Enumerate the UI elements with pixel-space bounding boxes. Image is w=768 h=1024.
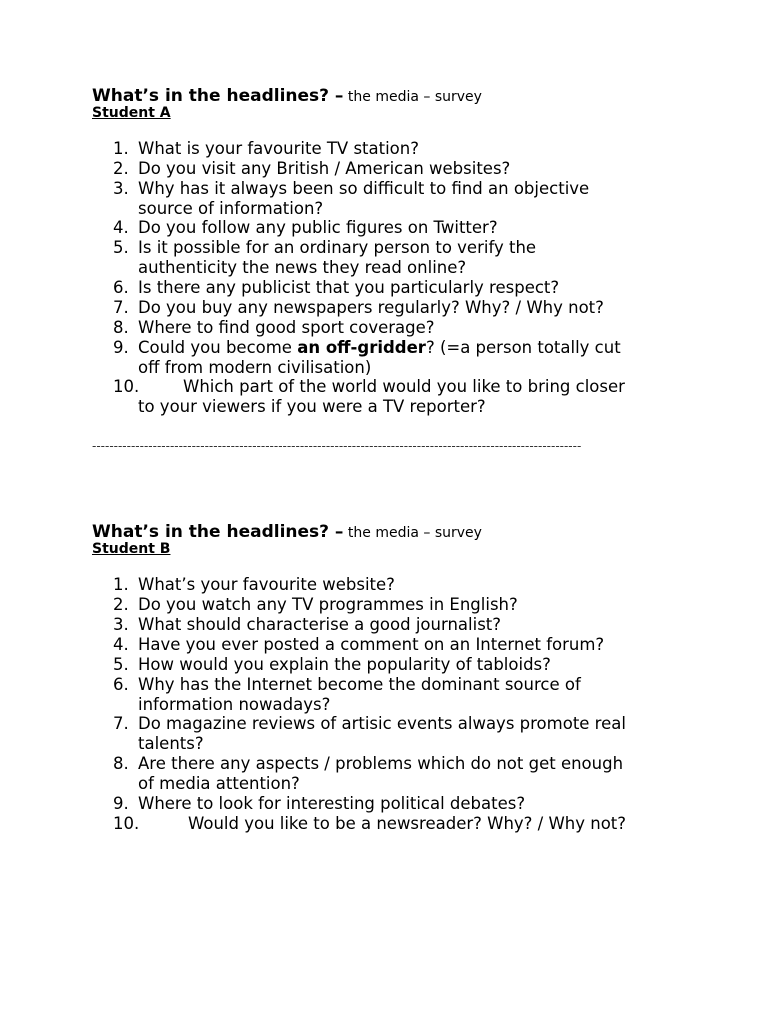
section-b-title-bold: What’s in the headlines? – [92,522,344,542]
question-text: Where to find good sport coverage? [138,318,435,337]
question-text: Have you ever posted a comment on an Internet forum? [138,635,605,654]
question-number: 5. [113,238,129,257]
section-a-question-2 [113,159,693,179]
question-number: 3. [113,179,129,198]
question-number: 8. [113,318,129,337]
section-a-question-3 [113,179,693,219]
section-a-question-9 [113,338,693,378]
section-a-student-label: Student A [92,105,171,121]
question-text: Could you become [138,338,298,357]
question-number: 3. [113,615,129,634]
section-a-question-4 [113,218,693,238]
question-text: Why has it always been so difficult to find an objective [138,179,590,198]
section-b-question-7 [113,714,693,754]
section-a-question-10 [113,377,693,417]
question-text-continued: information nowadays? [138,695,331,714]
question-text: Do you follow any public figures on Twitter? [138,218,498,237]
section-a-title [92,86,482,106]
section-a-question-8 [113,318,693,338]
section-a-question-7 [113,298,693,318]
section-a-question-6 [113,278,693,298]
question-number: 1. [113,139,129,158]
section-b-question-3 [113,615,693,635]
question-text: What’s your favourite website? [138,575,395,594]
question-number: 7. [113,298,129,317]
question-number: 10. [113,377,140,396]
question-number: 10. [113,814,140,833]
section-b-question-4 [113,635,693,655]
question-text: Are there any aspects / problems which do not get enough [138,754,624,773]
question-text: Do you watch any TV programmes in English? [138,595,518,614]
question-text: Do you visit any British / American websites? [138,159,511,178]
question-text: Is it possible for an ordinary person to verify the [138,238,537,257]
question-text: What is your favourite TV station? [138,139,419,158]
dashed-divider: ----------------------------------------------------------------------------------------------------------------- [92,439,582,453]
question-text-continued: off from modern civilisation) [138,358,372,377]
question-number: 4. [113,218,129,237]
question-text-continued: source of information? [138,199,324,218]
section-b-question-9 [113,794,693,814]
question-number: 9. [113,794,129,813]
section-a-question-5 [113,238,693,278]
question-number: 6. [113,675,129,694]
section-b-question-1 [113,575,693,595]
question-text-after-bold: ? (=a person totally cut [425,338,621,357]
question-text: What should characterise a good journalist? [138,615,502,634]
question-text-continued: to your viewers if you were a TV reporter? [138,397,486,416]
question-number: 5. [113,655,129,674]
section-a-question-1 [113,139,693,159]
section-b-question-8 [113,754,693,794]
question-text: How would you explain the popularity of tabloids? [138,655,551,674]
question-number: 4. [113,635,129,654]
section-b-question-6 [113,675,693,715]
question-number: 9. [113,338,129,357]
question-text-continued: of media attention? [138,774,300,793]
question-text: Why has the Internet become the dominant source of [138,675,581,694]
question-text: Which part of the world would you like to bring closer [183,377,625,396]
section-b-student-label: Student B [92,541,171,557]
question-text-continued: talents? [138,734,204,753]
section-b-question-5 [113,655,693,675]
question-text-continued: authenticity the news they read online? [138,258,467,277]
section-b-question-10 [113,814,693,834]
question-number: 2. [113,159,129,178]
question-text: Is there any publicist that you particularly respect? [138,278,560,297]
question-number: 6. [113,278,129,297]
question-text: Would you like to be a newsreader? Why? / Why not? [188,814,627,833]
question-bold-term: an off-gridder [297,338,426,357]
question-number: 2. [113,595,129,614]
section-b-title [92,522,482,542]
section-a-subtitle: the media – survey [343,89,482,105]
section-b-subtitle: the media – survey [343,525,482,541]
section-b-question-2 [113,595,693,615]
question-number: 1. [113,575,129,594]
question-number: 8. [113,754,129,773]
question-text: Do you buy any newspapers regularly? Why? / Why not? [138,298,604,317]
question-number: 7. [113,714,129,733]
question-text: Do magazine reviews of artisic events always promote real [138,714,626,733]
question-text: Where to look for interesting political debates? [138,794,526,813]
section-a-title-bold: What’s in the headlines? – [92,86,344,106]
